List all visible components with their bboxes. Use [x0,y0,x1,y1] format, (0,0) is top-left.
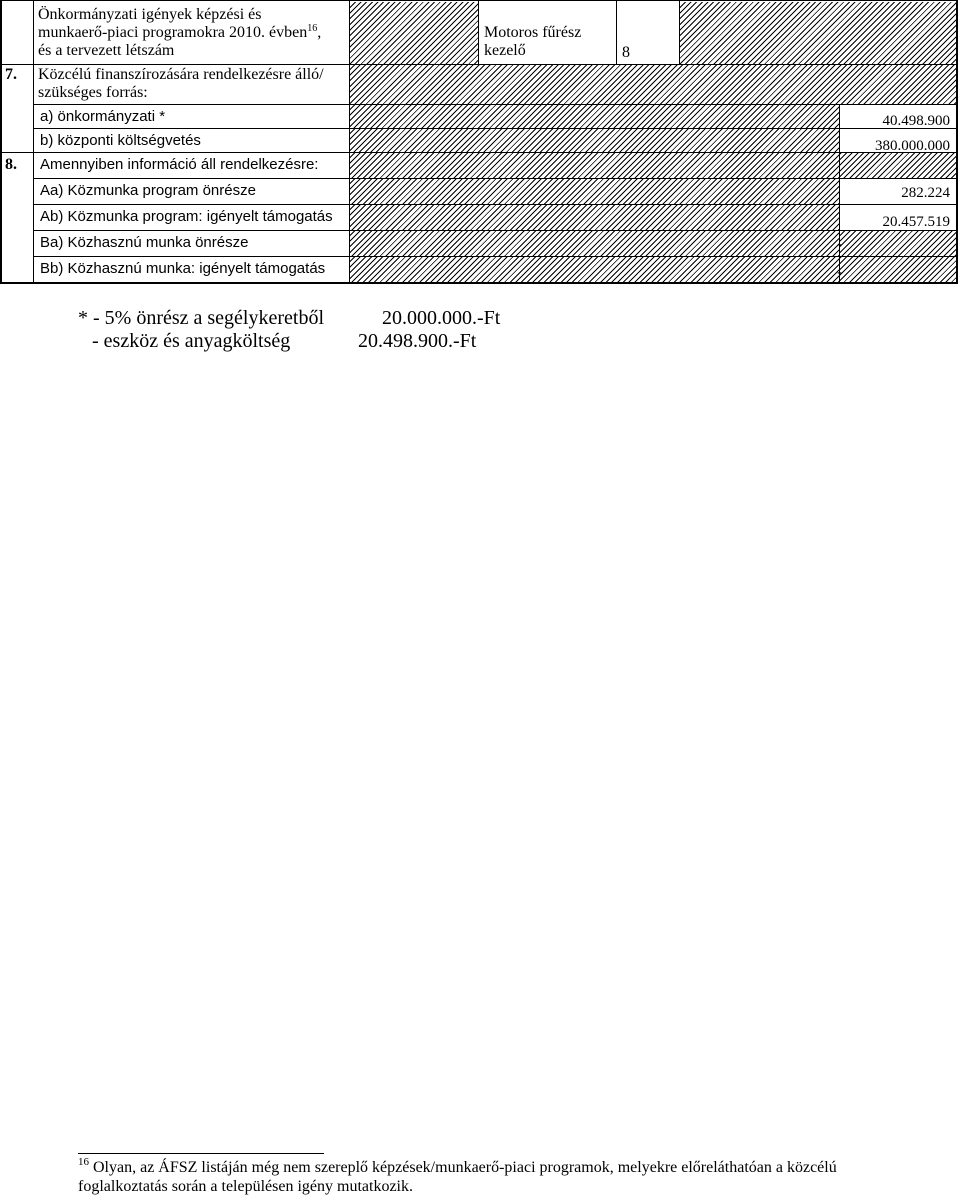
row7-number: 7. [5,66,17,83]
footnote-line2: foglalkoztatás során a településen igény mutatkozik. [78,1178,413,1195]
hatched-cell [349,128,839,152]
row6-label-line3: és a tervezett létszám [38,42,175,59]
row7-a-label: a) önkormányzati * [40,108,166,125]
row7-label-line1: Közcélú finanszírozására rendelkezésre álló/ [38,66,324,83]
row8-aa-label: Aa) Közmunka program önrésze [40,182,256,199]
row8-ab-value: 20.457.519 [882,214,950,230]
hatched-cell [349,230,839,256]
footnote [78,1158,837,1196]
row8-ba-value: - [837,236,842,253]
row8-bb-label: Bb) Közhasznú munka: igényelt támogatás [40,260,326,277]
headcount: 8 [622,44,630,61]
footnote-line1: Olyan, az ÁFSZ listáján még nem szereplő képzések/munkaerő-piaci programok, melyekre előreláthatóan a közcélú [93,1159,837,1176]
hatched-cell [349,204,839,230]
row8-aa-value: 282.224 [901,185,950,201]
hatched-cell [349,256,839,282]
hatched-cell [349,64,957,104]
footnote-ref: 16 [307,23,318,34]
row8-label: Amennyiben információ áll rendelkezésre: [40,156,319,173]
footnote-number: 16 [78,1156,89,1168]
hatched-cell [349,178,839,204]
job-title-line2: kezelő [484,42,526,59]
row8-bb-value: - [837,264,842,281]
row6-label-line2 [38,24,321,42]
hatched-cell [349,2,478,64]
footnote-separator [78,1153,324,1154]
hatched-cell [349,104,839,128]
note-line2-value: 20.498.900.-Ft [358,330,477,352]
row7-b-label: b) központi költségvetés [40,132,201,149]
row6-label-line1: Önkormányzati igények képzési és [38,6,262,23]
job-title-line1: Motoros fűrész [484,24,582,41]
row8-ba-label: Ba) Közhasznú munka önrésze [40,234,249,251]
note-line2-label: - eszköz és anyagköltség [92,330,291,352]
note-line1-label: * - 5% önrész a segélykeretből [78,307,325,329]
row7-b-value: 380.000.000 [875,138,950,154]
row8-ab-label: Ab) Közmunka program: igényelt támogatás [40,208,333,225]
row7-a-value: 40.498.900 [882,113,950,129]
row8-number: 8. [5,156,17,173]
row7-label-line2: szükséges forrás: [38,84,148,101]
row6-label-suffix: , [317,24,322,41]
note-line1-value: 20.000.000.-Ft [382,307,501,329]
hatched-cell [349,152,957,178]
hatched-cell [679,2,957,64]
row6-label-text: munkaerő-piaci programokra 2010. évben [38,24,308,41]
